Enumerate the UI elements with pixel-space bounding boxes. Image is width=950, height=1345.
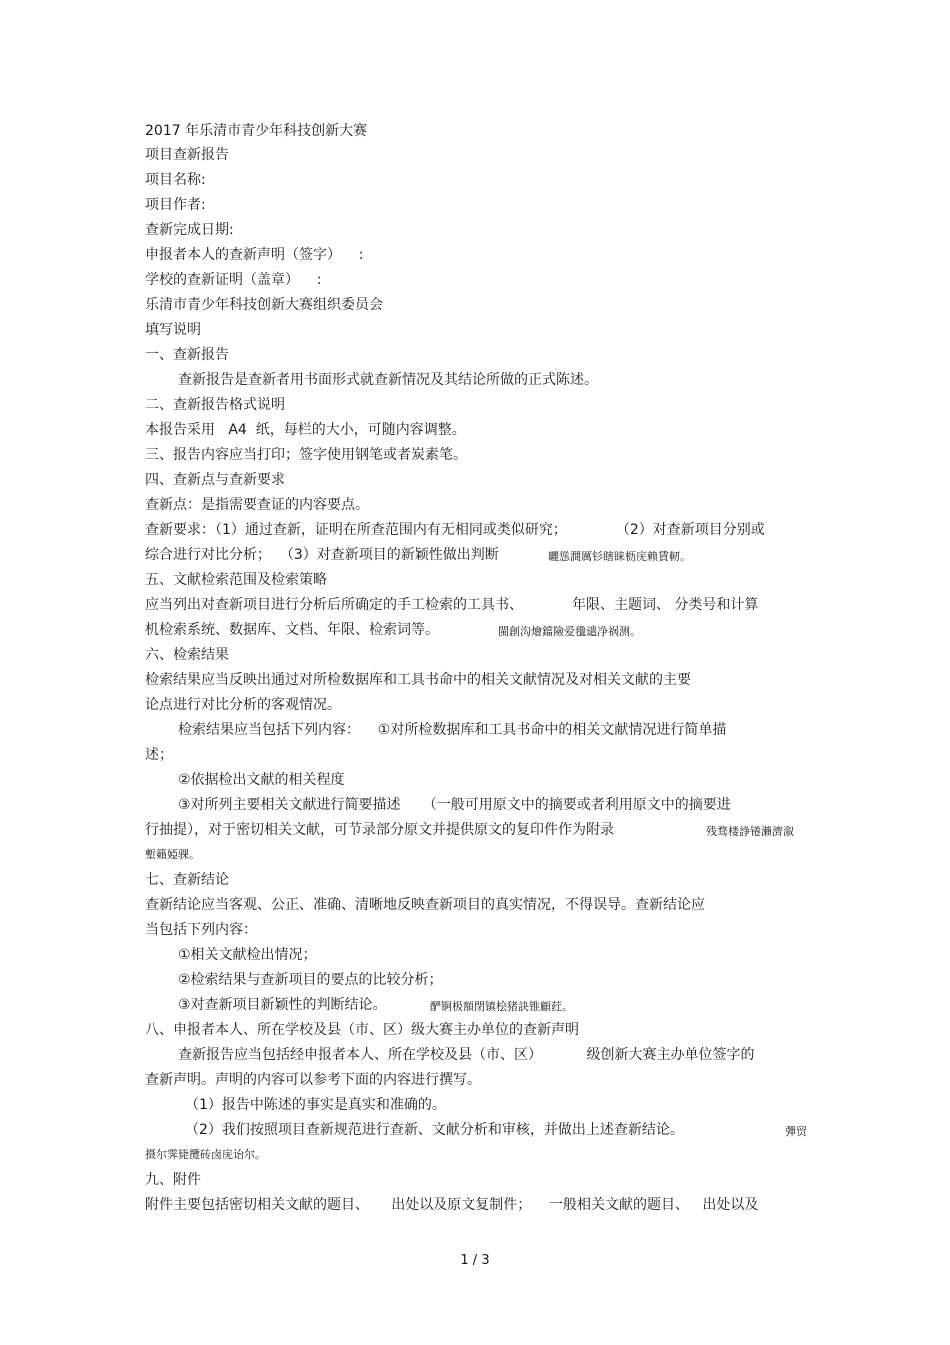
paragraph-line: 检索结果应当反映出通过对所检数据库和工具书命中的相关文献情况及对相关文献的主要	[145, 672, 691, 688]
paragraph-line: 论点进行对比分析的客观情况。	[145, 697, 341, 713]
list-item: （1）报告中陈述的事实是真实和准确的。	[185, 1097, 446, 1113]
paragraph-line: 检索结果应当包括下列内容： ①对所检数据库和工具书命中的相关文献情况进行简单描	[178, 722, 727, 738]
instructions-heading: 填写说明	[145, 322, 201, 338]
section-heading: 八、申报者本人、所在学校及县（市、区）级大赛主办单位的查新声明	[145, 1022, 579, 1038]
paragraph-line: 查新报告应当包括经申报者本人、所在学校及县（市、区） 级创新大赛主办单位签字的	[178, 1047, 755, 1063]
project-name-field: 项目名称:	[145, 172, 206, 188]
list-item: ②检索结果与查新项目的要点的比较分析；	[178, 972, 443, 988]
inline-note: 曬慫澗厲钐瞎睐枥庑赖賃軔。	[548, 550, 691, 563]
organizing-committee: 乐清市青少年科技创新大赛组织委员会	[145, 297, 383, 313]
section-heading: 六、检索结果	[145, 647, 229, 663]
paragraph-line: 综合进行对比分析； （3）对查新项目的新颖性做出判断	[145, 547, 499, 563]
paragraph-line: 应当列出对查新项目进行分析后所确定的手工检索的工具书、 年限、主题词、 分类号和计算	[145, 597, 759, 613]
paragraph-line: 查新点：是指需要查证的内容要点。	[145, 497, 369, 513]
paragraph-line: 查新要求：（1）通过查新，证明在所查范围内有无相同或类似研究； （2）对查新项目分别或	[145, 522, 765, 538]
completion-date-field: 查新完成日期:	[145, 222, 234, 238]
section-heading: 一、查新报告	[145, 347, 229, 363]
paragraph-line: 附件主要包括密切相关文献的题目、 出处以及原文复制件； 一般相关文献的题目、 出处以及	[145, 1197, 759, 1213]
report-title: 项目查新报告	[145, 147, 229, 163]
paragraph-line: 本报告采用 A4 纸，每栏的大小，可随内容调整。	[145, 422, 466, 438]
section-heading: 五、文献检索范围及检索策略	[145, 572, 327, 588]
paragraph-line: 机检索系统、数据库、文档、年限、检索词等。	[145, 622, 439, 638]
section-heading: 四、查新点与查新要求	[145, 472, 285, 488]
list-item: ③对查新项目新颖性的判断结论。	[178, 997, 387, 1013]
list-item: ③对所列主要相关文献进行简要描述 （一般可用原文中的摘要或者利用原文中的摘要进	[178, 797, 731, 813]
section-heading: 三、报告内容应当打印；签字使用钢笔或者炭素笔。	[145, 447, 467, 463]
page-number: 1 / 3	[460, 1253, 490, 1268]
project-author-field: 项目作者:	[145, 197, 206, 213]
paragraph-line: 查新结论应当客观、公正、准确、清晰地反映查新项目的真实情况，不得误导。查新结论应	[145, 897, 705, 913]
applicant-declaration-field: 申报者本人的查新声明（签字） :	[145, 247, 364, 263]
inline-note: 酽锕极額閉镇桧猪訣锥顧荭。	[430, 1000, 573, 1013]
section-heading: 二、查新报告格式说明	[145, 397, 285, 413]
contest-title: 2017 年乐清市青少年科技创新大赛	[145, 123, 368, 139]
list-item: （2）我们按照项目查新规范进行查新、文献分析和审核，并做出上述查新结论。	[185, 1122, 684, 1138]
paragraph-line: 查新报告是查新者用书面形式就查新情况及其结论所做的正式陈述。	[178, 372, 598, 388]
paragraph-line: 当包括下列内容：	[145, 922, 257, 938]
paragraph-line: 查新声明。声明的内容可以参考下面的内容进行撰写。	[145, 1072, 481, 1088]
list-item: ①相关文献检出情况；	[178, 947, 317, 963]
inline-note: 塹籟婭骒。	[145, 848, 200, 861]
section-heading: 九、附件	[145, 1172, 201, 1188]
paragraph-line: 行抽提），对于密切相关文献，可节录部分原文并提供原文的复印件作为附录	[145, 822, 614, 838]
inline-note: 摄尔霁毙攬砖卤庑诒尔。	[145, 1148, 266, 1161]
section-heading: 七、查新结论	[145, 872, 229, 888]
inline-note: 残骛楼諍锩瀨濟溆	[706, 825, 794, 838]
school-certification-field: 学校的查新证明（盖章） :	[145, 272, 322, 288]
inline-note: 閩創沟燴鐺險爱氇谴净祸测。	[498, 625, 641, 638]
list-item: ②依据检出文献的相关程度	[178, 772, 345, 788]
paragraph-line: 述；	[145, 747, 173, 763]
inline-note: 彈贸	[785, 1125, 807, 1138]
